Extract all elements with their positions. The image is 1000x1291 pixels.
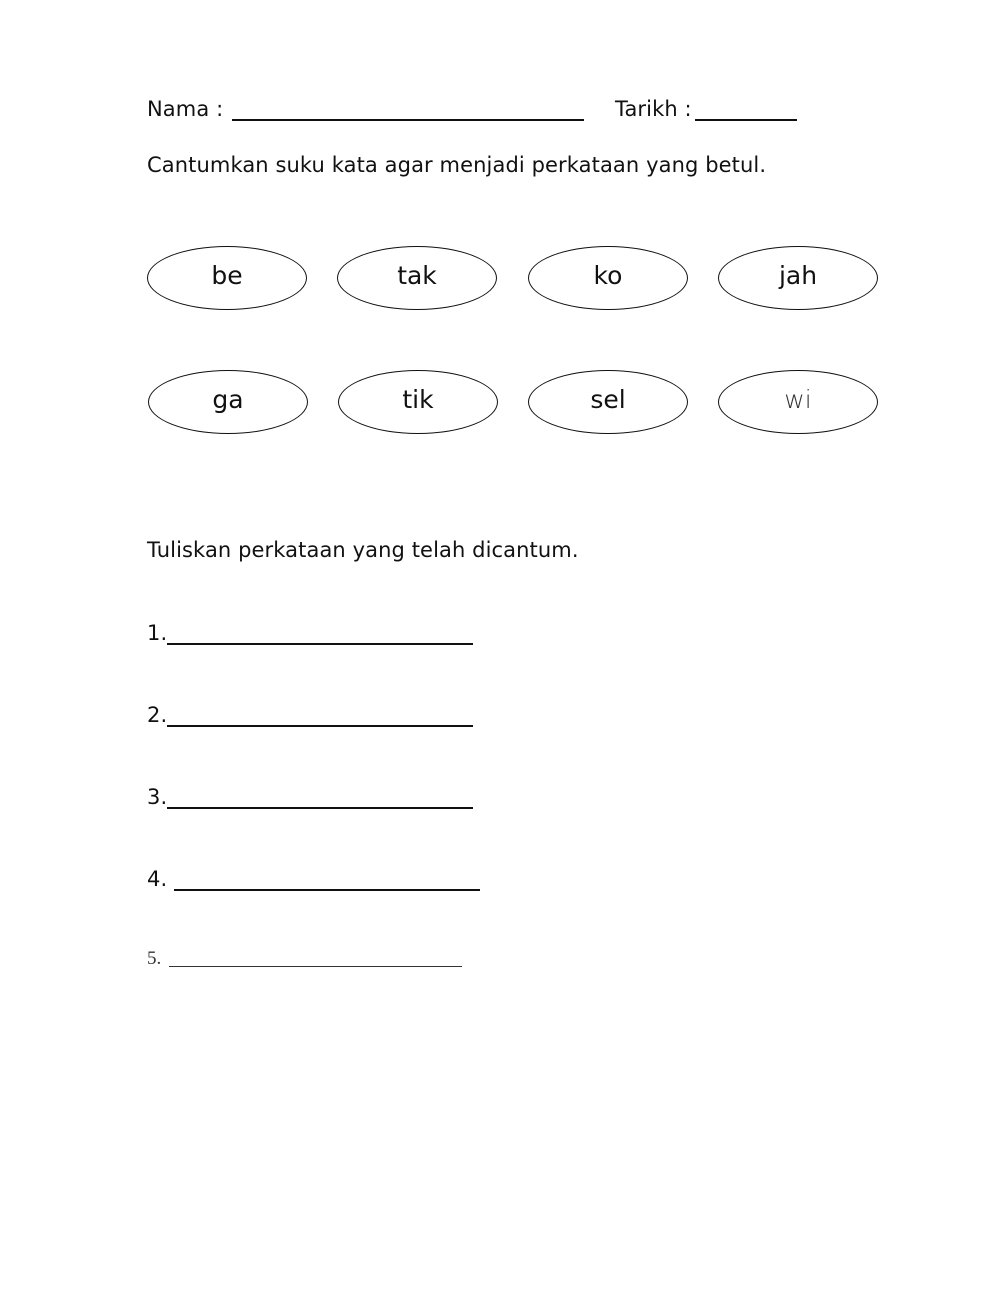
answer-number: 4. (147, 867, 168, 891)
instruction-write: Tuliskan perkataan yang telah dicantum. (147, 538, 579, 562)
answer-line[interactable] (167, 807, 473, 809)
syllable-text: tak (397, 261, 437, 290)
answer-line[interactable] (167, 725, 473, 727)
syllable-text: tik (402, 385, 434, 414)
syllable-oval[interactable] (718, 370, 878, 434)
answer-number: 2. (147, 703, 168, 727)
answer-line[interactable] (174, 889, 480, 891)
syllable-oval[interactable] (528, 370, 688, 434)
syllable-oval[interactable] (338, 370, 498, 434)
instruction-combine: Cantumkan suku kata agar menjadi perkataan yang betul. (147, 153, 767, 177)
syllable-oval[interactable] (528, 246, 688, 310)
answer-number: 1. (147, 621, 168, 645)
syllable-oval[interactable] (147, 246, 307, 310)
syllable-text: be (211, 261, 243, 290)
answer-line[interactable] (169, 966, 462, 967)
answer-number: 3. (147, 785, 168, 809)
syllable-oval[interactable] (148, 370, 308, 434)
syllable-text: jah (778, 261, 818, 290)
date-field-line[interactable] (695, 119, 797, 121)
date-label: Tarikh : (615, 97, 692, 121)
syllable-text: wi (784, 385, 812, 414)
answer-number: 5. (147, 948, 162, 969)
syllable-text: ko (593, 261, 623, 290)
syllable-text: sel (590, 385, 626, 414)
syllable-oval[interactable] (337, 246, 497, 310)
name-field-line[interactable] (232, 119, 584, 121)
syllable-oval[interactable] (718, 246, 878, 310)
answer-line[interactable] (167, 643, 473, 645)
syllable-text: ga (212, 385, 244, 414)
name-label: Nama : (147, 97, 224, 121)
